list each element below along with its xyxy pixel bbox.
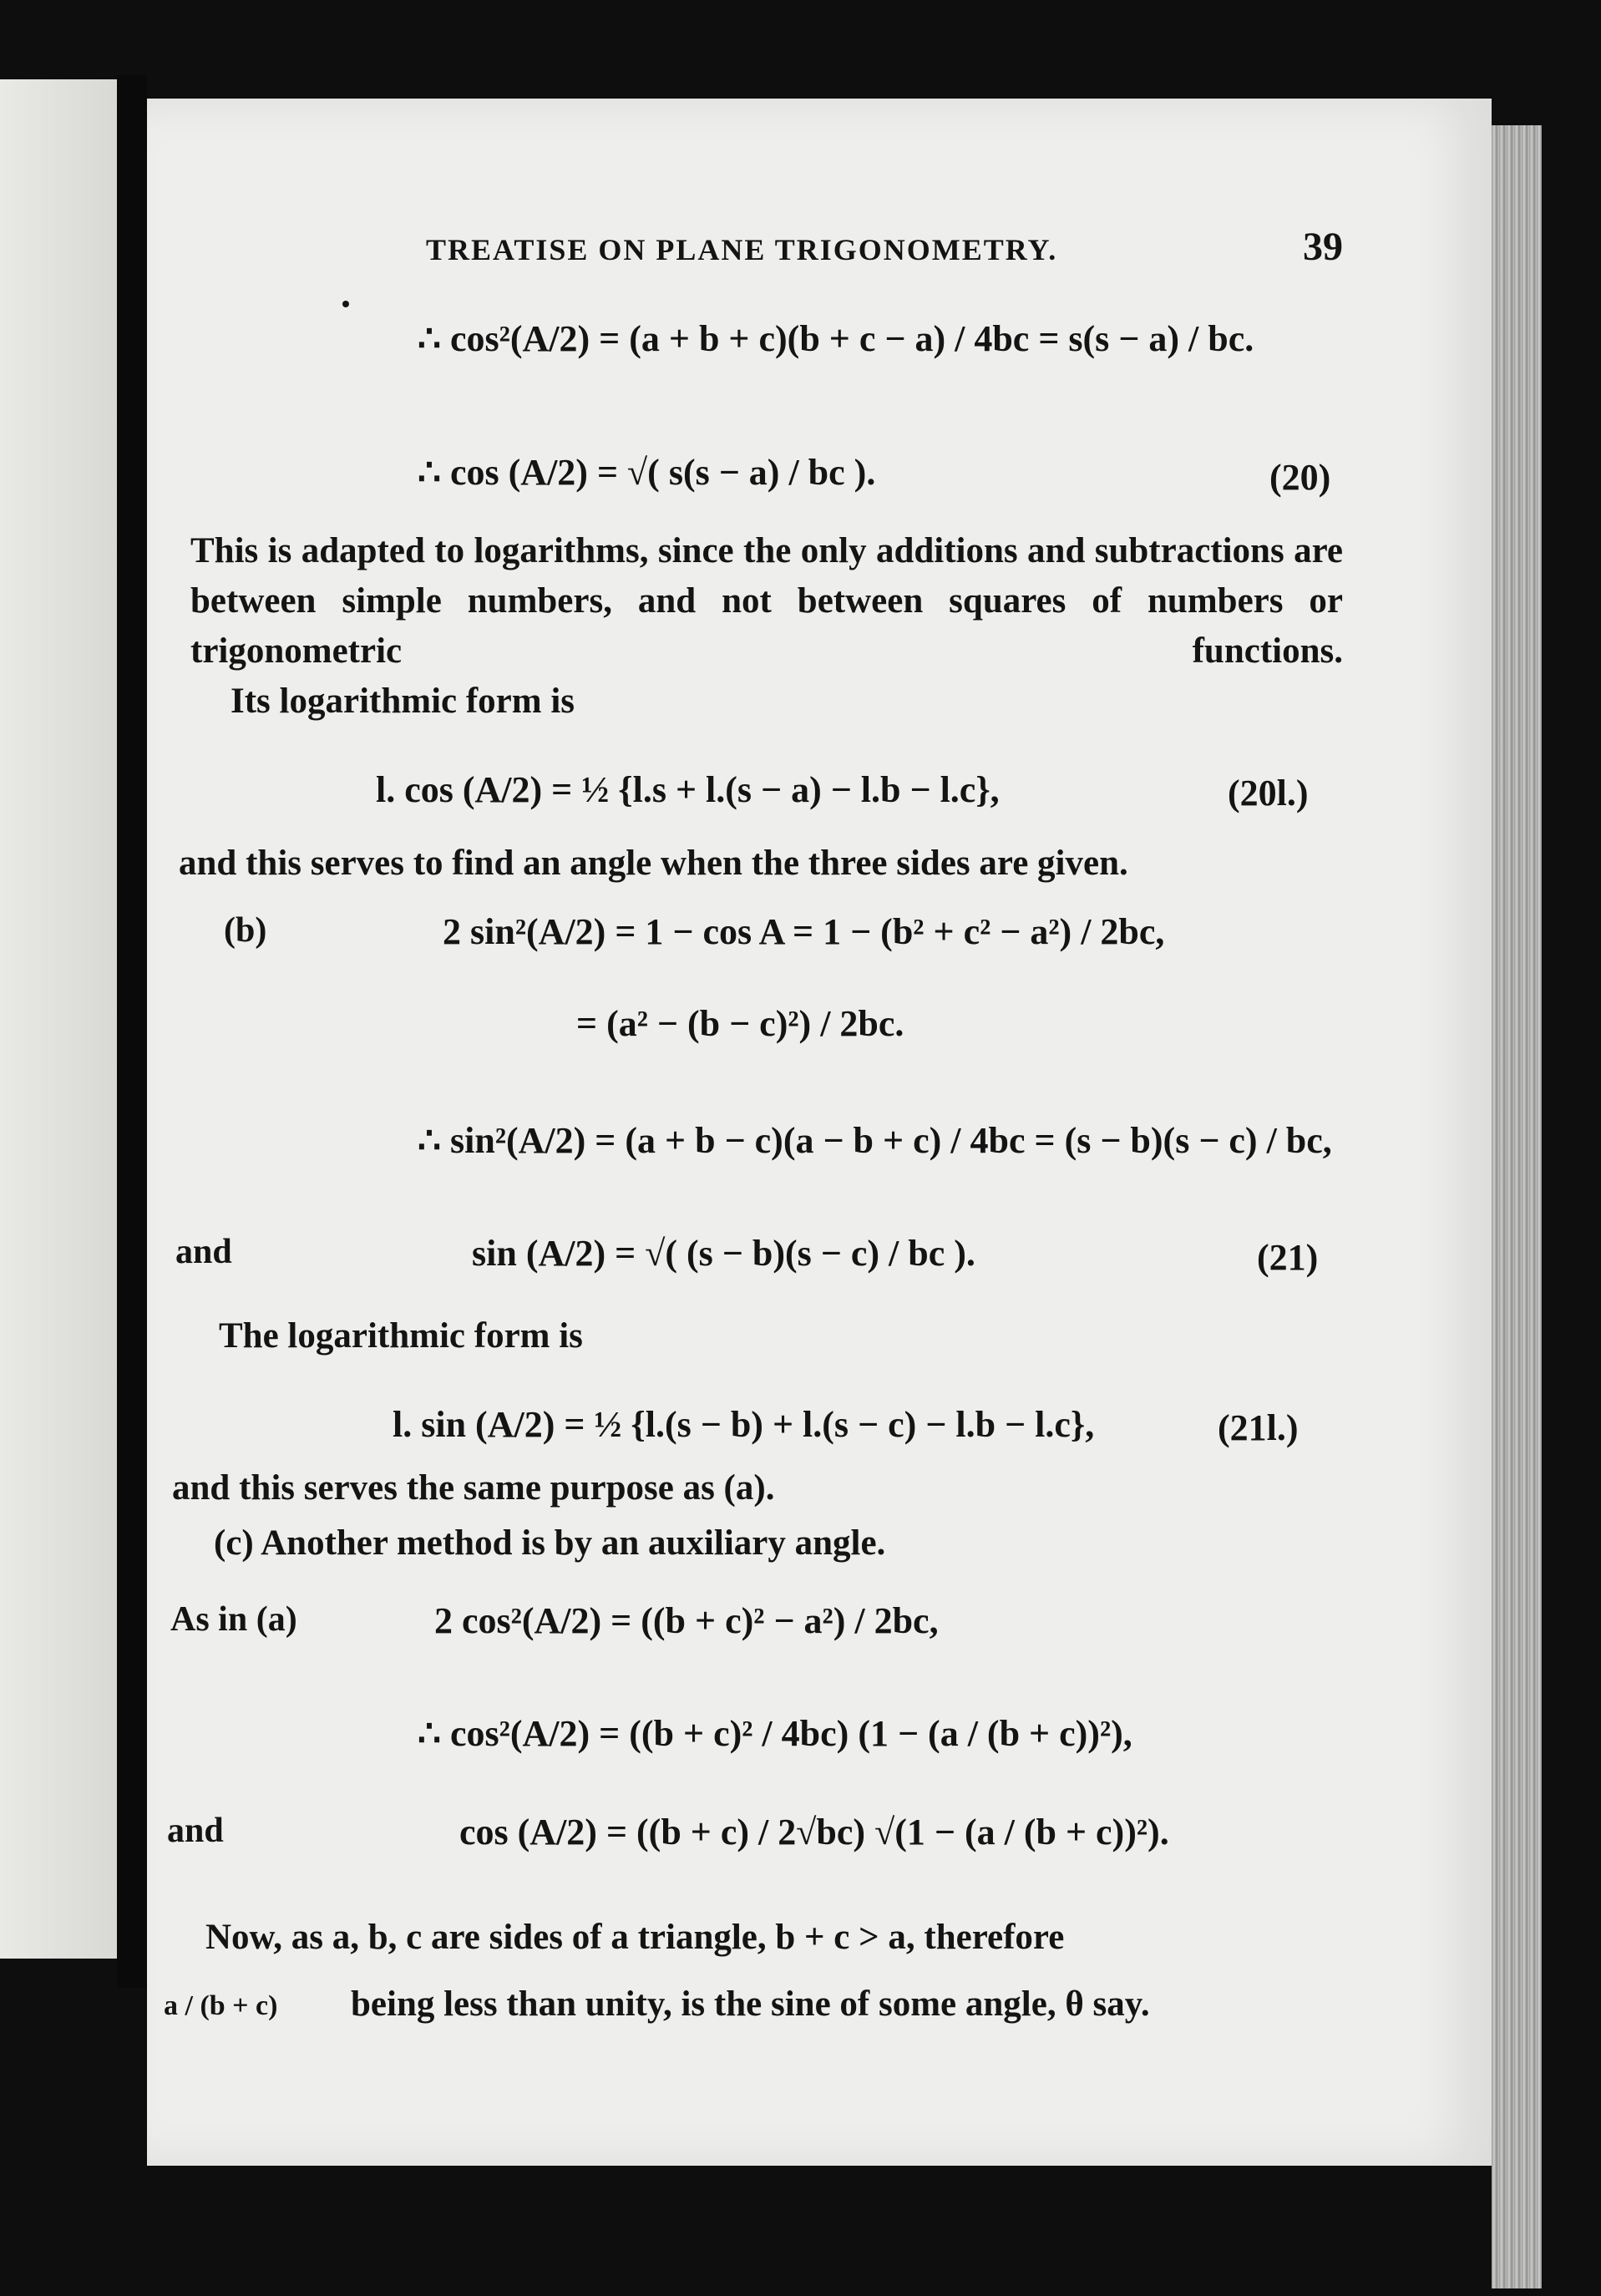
book-spine-shadow	[117, 75, 147, 1988]
page-number: 39	[1303, 225, 1343, 269]
equation-number-21: (21)	[1257, 1237, 1319, 1278]
label-as-in-a: As in (a)	[170, 1600, 297, 1639]
ink-speck	[342, 301, 349, 307]
paragraph-adapted: This is adapted to logarithms, since the only additions and subtractions are between simple numbers, and not between squares of numbers or trigonometric functions.	[190, 531, 1343, 671]
facing-page-edge	[0, 79, 117, 1959]
running-title: TREATISE ON PLANE TRIGONOMETRY.	[426, 233, 1058, 266]
inline-fraction: a / (b + c)	[164, 1990, 278, 2021]
equation-sin-half-angle: sin (A/2) = √( (s − b)(s − c) / bc ).	[472, 1233, 975, 1274]
equation-number-21l: (21l.)	[1218, 1407, 1299, 1448]
equation-c-step1: 2 cos²(A/2) = ((b + c)² − a²) / 2bc,	[434, 1600, 939, 1641]
equation-b-step1: 2 sin²(A/2) = 1 − cos A = 1 − (b² + c² − a²) / 2bc,	[443, 911, 1165, 952]
equation-log-sin: l. sin (A/2) = ½ {l.(s − b) + l.(s − c) − l.b − l.c},	[393, 1404, 1095, 1445]
equation-number-20: (20)	[1269, 457, 1331, 498]
paragraph-now: Now, as a, b, c are sides of a triangle, b + c > a, therefore	[205, 1918, 1065, 1957]
page-stack-edge	[1492, 125, 1542, 2288]
equation-cos-squared: ∴ cos²(A/2) = (a + b + c)(b + c − a) / 4bc = s(s − a) / bc.	[418, 318, 1254, 359]
log-form-intro-2: The logarithmic form is	[219, 1316, 583, 1356]
equation-c-step2: ∴ cos²(A/2) = ((b + c)² / 4bc) (1 − (a / (b + c))²),	[418, 1713, 1132, 1754]
paragraph-being-less: being less than unity, is the sine of some angle, θ say.	[351, 1984, 1150, 2024]
label-and-1: and	[175, 1233, 232, 1271]
equation-c-step3: cos (A/2) = ((b + c) / 2√bc) √(1 − (a / (b + c))²).	[459, 1812, 1169, 1853]
equation-cos-half-angle: ∴ cos (A/2) = √( s(s − a) / bc ).	[418, 452, 876, 493]
equation-log-cos: l. cos (A/2) = ½ {l.s + l.(s − a) − l.b − l.c},	[376, 769, 1000, 810]
serves-same-purpose: and this serves the same purpose as (a).	[172, 1468, 775, 1508]
equation-number-20l: (20l.)	[1228, 773, 1309, 813]
equation-b-step2: = (a² − (b − c)²) / 2bc.	[576, 1003, 904, 1044]
equation-b-step3: ∴ sin²(A/2) = (a + b − c)(a − b + c) / 4bc = (s − b)(s − c) / bc,	[418, 1120, 1332, 1161]
log-form-intro: Its logarithmic form is	[231, 682, 575, 721]
label-and-2: and	[167, 1812, 224, 1850]
serves-to-find: and this serves to find an angle when the three sides are given.	[179, 844, 1128, 883]
method-c: (c) Another method is by an auxiliary angle.	[214, 1523, 886, 1563]
label-b: (b)	[224, 911, 267, 950]
